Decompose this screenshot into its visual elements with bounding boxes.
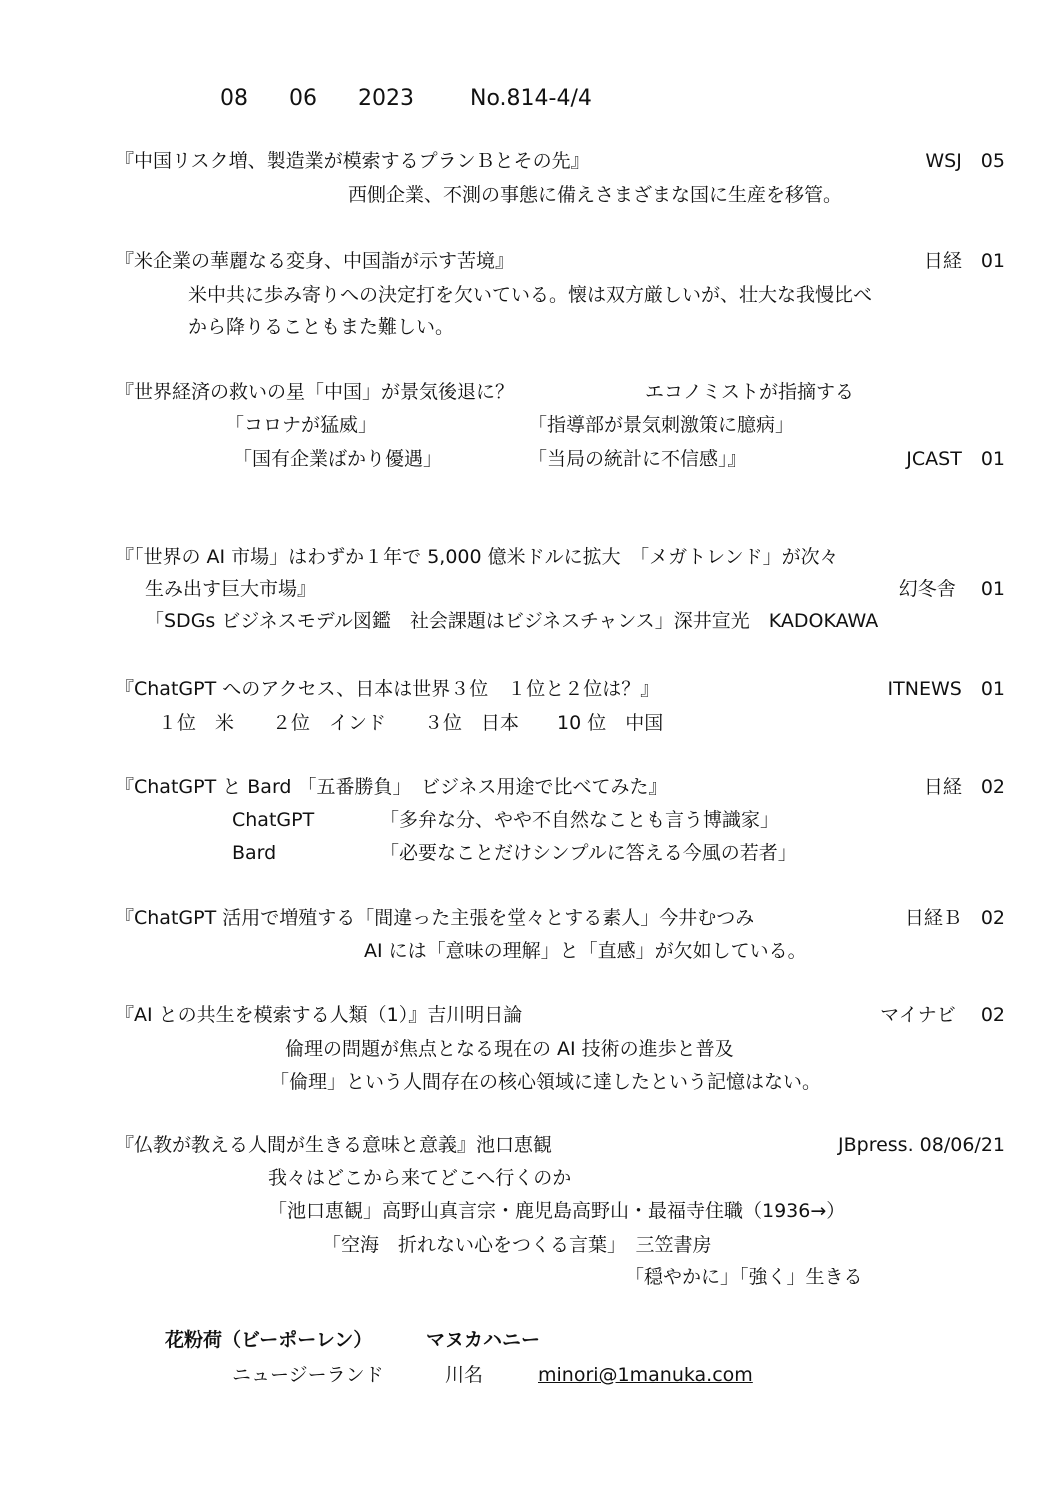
- footer-name: 川名: [445, 1364, 484, 1386]
- issue-number: No.814-4/4: [470, 86, 592, 111]
- article-2-source: 日経 01: [923, 250, 1005, 272]
- date-month: 06: [289, 86, 317, 111]
- article-1-line-1: 西側企業、不測の事態に備えさまざまな国に生産を移管。: [348, 184, 843, 206]
- article-9-title: 『仏教が教える人間が生きる意味と意義』池口恵観: [115, 1134, 553, 1156]
- article-3-quote-1: 「コロナが猛威」: [225, 414, 378, 436]
- article-9-line-3: 「空海 折れない心をつくる言葉」 三笠書房: [322, 1234, 712, 1256]
- footer-country: ニュージーランド: [232, 1364, 384, 1386]
- article-1-title: 『中国リスク増、製造業が模索するプランＢとその先』: [115, 150, 590, 172]
- article-3-source: JCAST 01: [906, 448, 1005, 470]
- article-6-title: 『ChatGPT と Bard 「五番勝負」 ビジネス用途で比べてみた』: [115, 776, 668, 798]
- article-3-subtitle: エコノミストが指摘する: [645, 381, 855, 403]
- article-9-line-2: 「池口恵観」高野山真言宗・鹿児島高野山・最福寺住職（1936→）: [268, 1200, 846, 1222]
- article-8-source: マイナビ 02: [880, 1004, 1005, 1026]
- article-6-compare-name-1: ChatGPT: [232, 809, 315, 831]
- article-9-line-4: 「穏やかに」「強く」生きる: [625, 1266, 863, 1288]
- footer-brand: マヌカハニー: [426, 1329, 541, 1351]
- document-date: [220, 88, 414, 110]
- date-day: 08: [220, 86, 248, 111]
- article-9-source: JBpress. 08/06/21: [838, 1134, 1005, 1156]
- article-3-quote-2: 「指導部が景気刺激策に臆病」: [528, 414, 795, 436]
- date-year: 2023: [358, 86, 414, 111]
- article-6-compare-desc-2: 「必要なことだけシンプルに答える今風の若者」: [380, 842, 797, 864]
- article-8-line-2: 「倫理」という人間存在の核心領域に達したという記憶はない。: [270, 1071, 822, 1093]
- article-9-line-1: 我々はどこから来てどこへ行くのか: [268, 1167, 572, 1189]
- article-3-quote-4: 「当局の統計に不信感」』: [528, 448, 747, 470]
- article-4-book: 「SDGs ビジネスモデル図鑑 社会課題はビジネスチャンス」深井宣光 KADOKAWA: [145, 610, 879, 632]
- article-4-title-line-1: 『「世界の AI 市場」はわずか１年で 5,000 億米ドルに拡大 「メガトレンド」が次々: [115, 546, 839, 568]
- article-3-quote-3: 「国有企業ばかり優遇」: [233, 448, 443, 470]
- article-5-title: 『ChatGPT へのアクセス、日本は世界３位 １位と２位は？』: [115, 678, 660, 700]
- article-2-line-2: から降りることもまた難しい。: [188, 316, 455, 338]
- article-5-source: ITNEWS 01: [887, 678, 1005, 700]
- footer-email-link[interactable]: minori@1manuka.com: [538, 1364, 753, 1386]
- article-4-title-line-2: 生み出す巨大市場』: [145, 578, 317, 600]
- article-7-source: 日経Ｂ 02: [904, 907, 1005, 929]
- footer-product: 花粉荷（ビーポーレン）: [165, 1329, 373, 1351]
- article-6-compare-name-2: Bard: [232, 842, 277, 864]
- article-4-source: 幻冬舎 01: [898, 578, 1005, 600]
- article-7-line-1: AI には「意味の理解」と「直感」が欠如している。: [364, 940, 807, 962]
- article-8-title: 『AI との共生を模索する人類（1）』吉川明日論: [115, 1004, 523, 1026]
- article-7-title: 『ChatGPT 活用で増殖する「間違った主張を堂々とする素人」今井むつみ: [115, 907, 755, 929]
- article-2-line-1: 米中共に歩み寄りへの決定打を欠いている。懐は双方厳しいが、壮大な我慢比べ: [188, 284, 873, 306]
- article-8-line-1: 倫理の問題が焦点となる現在の AI 技術の進歩と普及: [285, 1038, 734, 1060]
- article-2-title: 『米企業の華麗なる変身、中国詣が示す苦境』: [115, 250, 515, 272]
- article-6-compare-desc-1: 「多弁な分、やや不自然なことも言う博識家」: [380, 809, 780, 831]
- article-3-title: 『世界経済の救いの星「中国」が景気後退に？: [115, 381, 515, 403]
- article-5-ranking: １位 米 ２位 インド ３位 日本 10 位 中国: [158, 712, 664, 734]
- article-6-source: 日経 02: [923, 776, 1005, 798]
- article-1-source: WSJ 05: [925, 150, 1005, 172]
